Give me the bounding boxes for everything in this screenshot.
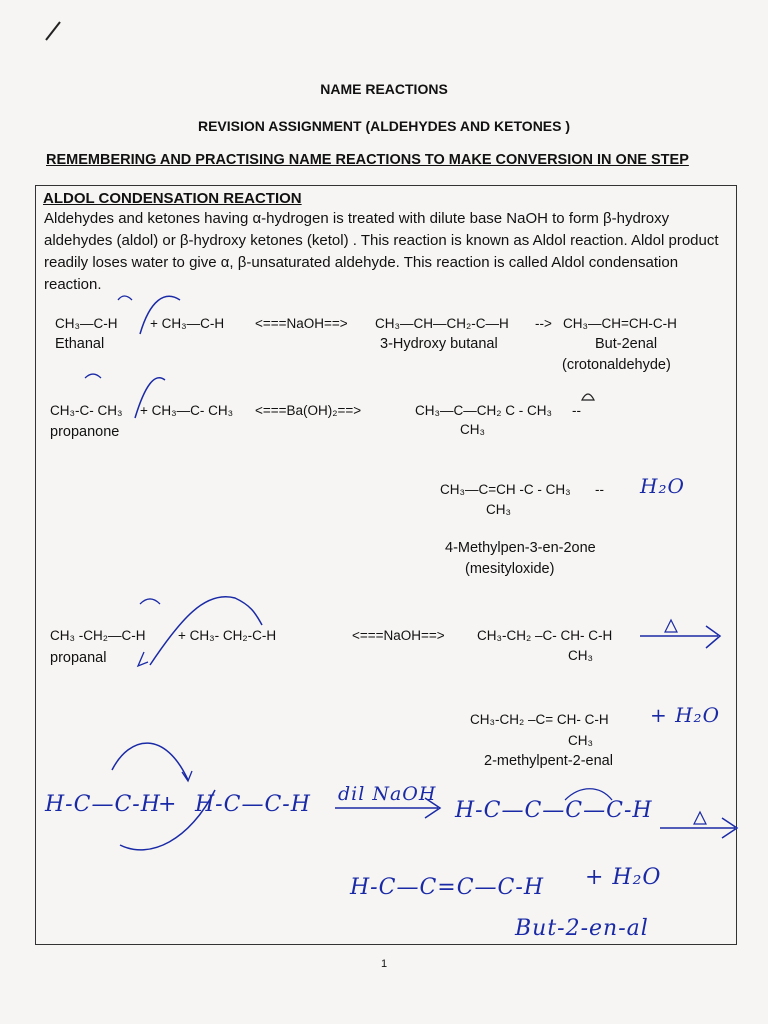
- r3-product: CH₃-CH₂ –C- CH- C-H: [477, 628, 613, 643]
- doc-banner: REMEMBERING AND PRACTISING NAME REACTIONS TO MAKE CONVERSION IN ONE STEP: [46, 152, 689, 168]
- section-box: [35, 185, 737, 945]
- r3-branch2: CH₃: [568, 733, 593, 748]
- r2-name-mesityloxide: (mesityloxide): [465, 561, 555, 577]
- r3-name-methylpentenal: 2-methylpent-2-enal: [484, 753, 613, 769]
- r1-arrow: -->: [535, 316, 552, 331]
- r1-name-crotonaldehyde: (crotonaldehyde): [562, 357, 671, 373]
- r3-water: + H₂O: [650, 703, 720, 727]
- hw-name: But-2-en-al: [515, 916, 649, 941]
- r2-reactant1: CH₃-C- CH₃: [50, 403, 123, 418]
- doc-title: NAME REACTIONS: [320, 81, 448, 97]
- r3-name-propanal: propanal: [50, 650, 107, 666]
- r2-arrow2: --: [595, 482, 604, 497]
- hw-water: + H₂O: [585, 865, 662, 890]
- r2-branch2: CH₃: [486, 502, 511, 517]
- hw-product2: H-C—C=C—C-H: [350, 875, 545, 900]
- r1-product2: CH₃—CH=CH-C-H: [563, 316, 677, 331]
- r1-name-hydroxybutanal: 3-Hydroxy butanal: [380, 336, 498, 352]
- r1-reactant1: CH₃—C-H: [55, 316, 118, 331]
- r2-name-mesityl: 4-Methylpen-3-en-2one: [445, 540, 596, 556]
- r1-name-butenal: But-2enal: [595, 336, 658, 352]
- r2-water: H₂O: [640, 474, 685, 498]
- section-heading: ALDOL CONDENSATION REACTION: [43, 190, 302, 207]
- hw-reactant2: H-C—C-H: [195, 792, 311, 817]
- r2-condition: <===Ba(OH)₂==>: [255, 403, 362, 418]
- r1-condition: <===NaOH==>: [255, 316, 348, 331]
- page-number: 1: [380, 958, 388, 970]
- r2-reactant2: + CH₃—C- CH₃: [140, 403, 234, 418]
- r2-name-propanone: propanone: [50, 424, 120, 440]
- r2-product2: CH₃—C=CH -C - CH₃: [440, 482, 571, 497]
- r3-reactant1: CH₃ -CH₂—C-H: [50, 628, 146, 643]
- r2-branch: CH₃: [460, 422, 485, 437]
- hw-condition: dil NaOH: [338, 783, 437, 805]
- hw-product: H-C—C—C—C-H: [455, 798, 653, 823]
- r1-name-ethanal: Ethanal: [55, 336, 105, 352]
- section-body: Aldehydes and ketones having α-hydrogen is treated with dilute base NaOH to form β-hydroxy aldehydes (aldol) or β-hydroxy ketones (ketol) . This reaction is known as Aldol reaction. Aldol product readily loses water to give α, β-unsaturated aldehyde. This reaction is called Aldol condensation reaction.: [44, 210, 719, 293]
- r1-product: CH₃—CH—CH₂-C—H: [375, 316, 509, 331]
- hw-plus: +: [158, 792, 178, 817]
- r2-product: CH₃—C—CH₂ C - CH₃: [415, 403, 552, 418]
- doc-subtitle: REVISION ASSIGNMENT (ALDEHYDES AND KETONES ): [197, 118, 571, 134]
- r3-reactant2: + CH₃- CH₂-C-H: [178, 628, 277, 643]
- r1-reactant2: + CH₃—C-H: [150, 316, 225, 331]
- r3-branch: CH₃: [568, 648, 593, 663]
- hw-reactant1: H-C—C-H: [45, 792, 161, 817]
- r2-arrow: --: [572, 403, 581, 418]
- r3-condition: <===NaOH==>: [352, 628, 445, 643]
- r3-product2: CH₃-CH₂ –C= CH- C-H: [470, 712, 609, 727]
